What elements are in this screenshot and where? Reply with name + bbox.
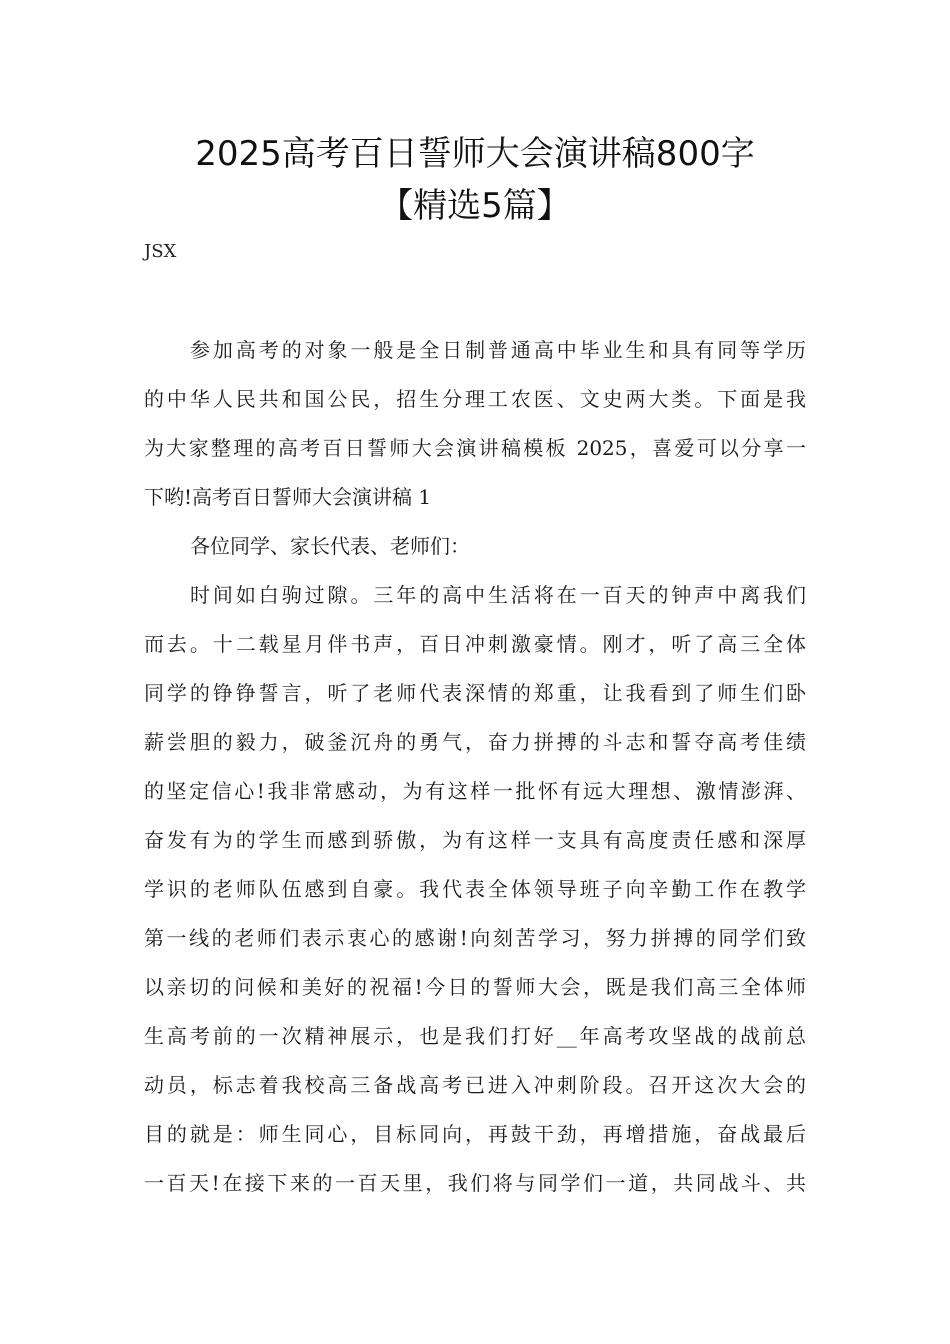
paragraph-line: 奋发有为的学生而感到骄傲，为有这样一支具有高度责任感和深厚 [144, 828, 806, 852]
paragraph-line: 的中华人民共和国公民，招生分理工农医、文史两大类。下面是我 [144, 387, 806, 411]
paragraph-line: 薪尝胆的毅力，破釜沉舟的勇气，奋力拼搏的斗志和誓夺高考佳绩 [144, 730, 806, 754]
paragraph-line: 下哟!高考百日誓师大会演讲稿 1 [144, 485, 432, 509]
paragraph-line: 目的就是：师生同心，目标同向，再鼓干劲，再增措施，奋战最后 [144, 1122, 806, 1146]
paragraph-line: 以亲切的问候和美好的祝福!今日的誓师大会，既是我们高三全体师 [144, 975, 806, 999]
document-title-line-2: 【精选5篇】 [379, 186, 571, 226]
salutation-line: 各位同学、家长代表、老师们： [190, 534, 470, 558]
document-title-line-1: 2025高考百日誓师大会演讲稿800字 [195, 134, 755, 174]
paragraph-line: 的坚定信心!我非常感动，为有这样一批怀有远大理想、激情澎湃、 [144, 779, 806, 803]
paragraph-line: 为大家整理的高考百日誓师大会演讲稿模板 2025，喜爱可以分享一 [144, 436, 806, 460]
paragraph-line: 而去。十二载星月伴书声，百日冲刺激豪情。刚才，听了高三全体 [144, 632, 806, 656]
paragraph-line: 生高考前的一次精神展示，也是我们打好__年高考攻坚战的战前总 [144, 1024, 806, 1048]
paragraph-line: 同学的铮铮誓言，听了老师代表深情的郑重，让我看到了师生们卧 [144, 681, 806, 705]
paragraph-line: 一百天!在接下来的一百天里，我们将与同学们一道，共同战斗、共 [144, 1171, 806, 1195]
paragraph-line: 学识的老师队伍感到自豪。我代表全体领导班子向辛勤工作在教学 [144, 877, 806, 901]
paragraph-line: 时间如白驹过隙。三年的高中生活将在一百天的钟声中离我们 [190, 583, 806, 607]
author-name: JSX [144, 241, 177, 262]
paragraph-line: 参加高考的对象一般是全日制普通高中毕业生和具有同等学历 [190, 338, 806, 362]
paragraph-line: 动员，标志着我校高三备战高考已进入冲刺阶段。召开这次大会的 [144, 1073, 806, 1097]
paragraph-line: 第一线的老师们表示衷心的感谢!向刻苦学习，努力拼搏的同学们致 [144, 926, 806, 950]
